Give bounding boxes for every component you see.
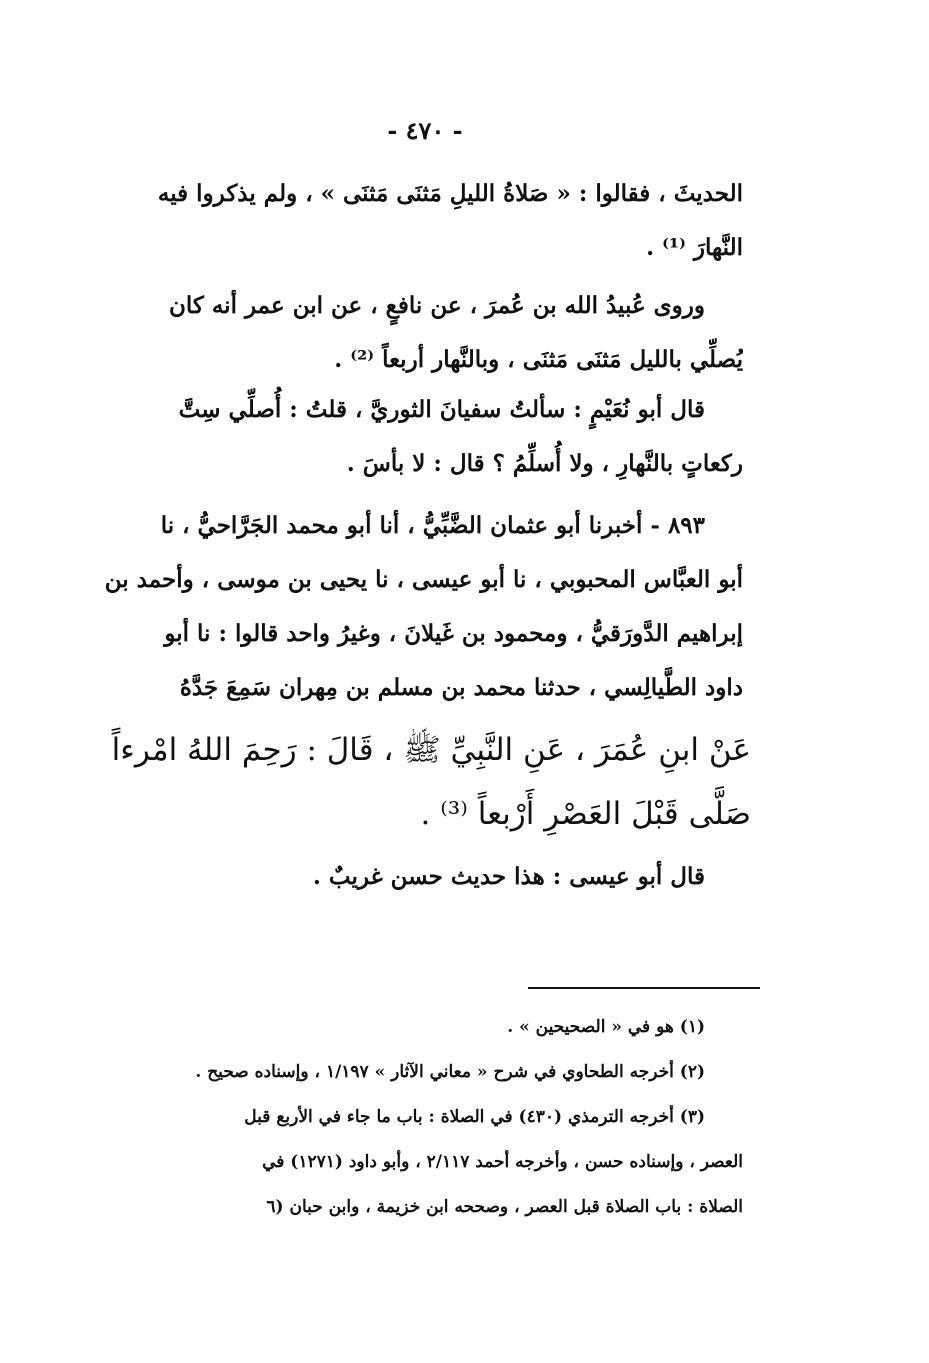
footnote-line: (٣) أخرجه الترمذي (٤٣٠) في الصلاة : باب ما جاء في الأربع قبل [244, 1107, 705, 1127]
text-line: ٨٩٣ - أخبرنا أبو عثمان الضَّبِّيُّ ، أنا أبو محمد الجَرَّاحيُّ ، نا [160, 512, 705, 539]
text-line: الحديثَ ، فقالوا : « صَلاةُ الليلِ مَثنَى مَثنَى » ، ولم يذكروا فيه [157, 180, 743, 207]
paragraph-3 [93, 383, 743, 491]
text-line: يُصلِّي بالليل مَثنَى مَثنَى ، وبالنَّهار أربعاً ⁽²⁾ . [334, 346, 743, 373]
text-line: أبو العبَّاس المحبوبي ، نا أبو عيسى ، نا يحيى بن موسى ، وأحمد بن [104, 566, 743, 593]
paragraph-hadith-chain [93, 499, 743, 715]
hadith-line: صَلَّى قَبْلَ العَصْرِ أَرْبعاً ⁽³⁾ . [420, 796, 751, 832]
text-line: وروى عُبيدُ الله بن عُمرَ ، عن نافعٍ ، عن ابن عمر أنه كان [169, 292, 705, 319]
footnote-line: (١) هو في « الصحيحين » . [507, 1017, 705, 1037]
footnote-line: (٢) أخرجه الطحاوي في شرح « معاني الآثار » ١/١٩٧ ، وإسناده صحيح . [195, 1062, 705, 1082]
page-number: - ٤٧٠ - [387, 116, 463, 145]
text-line: النَّهارَ ⁽¹⁾ . [646, 234, 743, 261]
text-line: إبراهيم الدَّورَقيُّ ، ومحمود بن غَيلانَ ، وغيرُ واحد قالوا : نا أبو [164, 620, 743, 647]
text-line: قال أبو عيسى : هذا حديث حسن غريبٌ . [312, 863, 705, 890]
footnotes [88, 1005, 743, 1230]
closing-remark [93, 850, 743, 904]
paragraph-2 [93, 279, 743, 387]
text-line: قال أبو نُعَيْمٍ : سألتُ سفيانَ الثوريَّ ، قلتُ : أُصلِّي سِتَّ [178, 396, 705, 423]
text-line: ركعاتٍ بالنَّهارِ ، ولا أُسلِّمُ ؟ قال : لا بأسَ . [346, 450, 743, 477]
hadith-text [91, 718, 751, 846]
text-line: داود الطَّيالِسي ، حدثنا محمد بن مسلم بن مِهران سَمِعَ جَدَّهُ [179, 674, 743, 701]
footnote-line: الصلاة : باب الصلاة قبل العصر ، وصححه ابن خزيمة ، وابن حبان (٦ [266, 1197, 743, 1217]
hadith-line: عَنْ ابنِ عُمَرَ ، عَنِ النَّبِيِّ ﷺ ، قَالَ : رَحِمَ اللهُ امْرءاً [111, 732, 751, 768]
footnote-divider [528, 987, 760, 989]
paragraph-1 [93, 167, 743, 275]
footnote-line: العصر ، وإسناده حسن ، وأخرجه أحمد ٢/١١٧ ، وأبو داود (١٢٧١) في [262, 1152, 743, 1172]
